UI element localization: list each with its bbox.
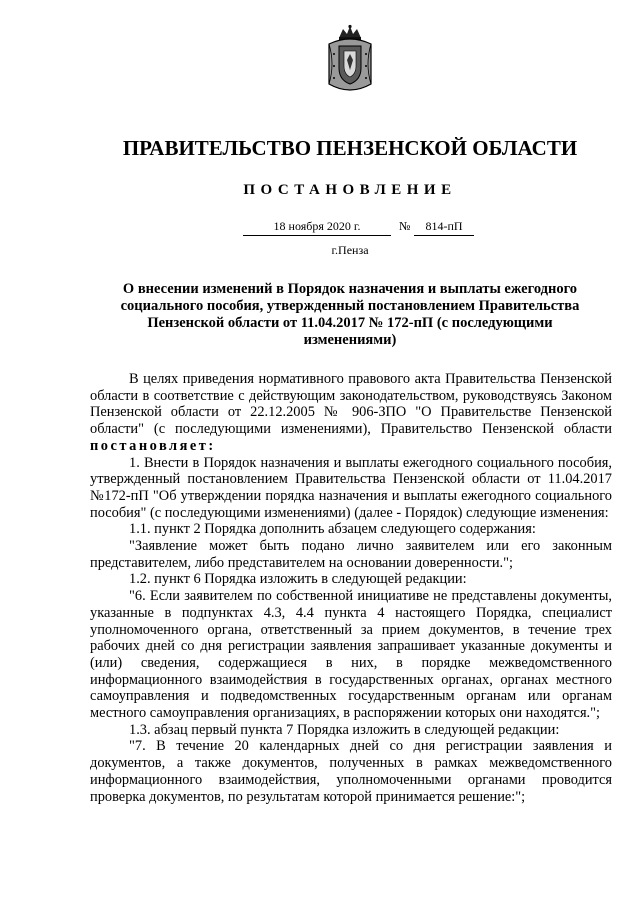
government-title: ПРАВИТЕЛЬСТВО ПЕНЗЕНСКОЙ ОБЛАСТИ — [122, 136, 578, 160]
clause-1-1: 1.1. пункт 2 Порядка дополнить абзацем следующего содержания: — [129, 521, 536, 538]
document-type: ПОСТАНОВЛЕНИЕ — [243, 182, 457, 198]
number-sign: № — [399, 219, 411, 233]
document-subject: О внесении изменений в Порядок назначения и выплаты ежегодного социального пособия, утвержденный постановлением Правительства Пензенской области от 11.04.2017 № 172-пП (с последующими изменениями) — [120, 281, 580, 348]
clause-1-3: 1.3. абзац первый пункта 7 Порядка изложить в следующей редакции: — [129, 721, 560, 738]
clause-1-3-quote: "7. В течение 20 календарных дней со дня регистрации заявления и документов, а также документов, полученных в рамках межведомственного информационного взаимодействия, уполномоченными органами проводится проверка документов, по результатам которой принимается решение:"; — [90, 738, 612, 805]
document-date: 18 ноября 2020 г. — [243, 219, 391, 236]
date-number-row — [0, 219, 640, 239]
penza-coat-of-arms-icon — [325, 24, 375, 94]
document-number: 814-пП — [414, 219, 474, 236]
intro-text: В целях приведения нормативного правового акта Правительства Пензенской области в соответствие с действующим законодательством, руководствуясь Законом Пензенской области от 22.12.2005 № 906-ЗПО "О Правительстве Пензенской области" (с последующими изменениями), Правительство Пензенской области — [90, 371, 612, 438]
document-city: г.Пенза — [331, 243, 369, 257]
resolves-word: постановляет: — [90, 437, 216, 454]
clause-1-2: 1.2. пункт 6 Порядка изложить в следующей редакции: — [129, 571, 467, 588]
intro-paragraph — [90, 371, 612, 455]
clause-1-2-quote: "6. Если заявителем по собственной инициативе не представлены документы, указанные в подпунктах 4.3, 4.4 пункта 4 настоящего Порядка, специалист уполномоченного органа, ответственный за прием документов, в течение трех рабочих дней со дня регистрации заявления запрашивает указанные документы и (или) сведения, содержащиеся в них, в порядке межведомственного информационного взаимодействия в государственных органах, органах местного самоуправления и подведомственных государственным органам или органам местного самоуправления организациях, в распоряжении которых они находятся."; — [90, 588, 612, 722]
clause-1-1-quote: "Заявление может быть подано лично заявителем или его законным представителем, либо представителем на основании доверенности."; — [90, 538, 612, 571]
document-body — [90, 371, 612, 805]
clause-1: 1. Внести в Порядок назначения и выплаты ежегодного социального пособия, утвержденный постановлением Правительства Пензенской области от 11.04.2017 №172-пП "Об утверждении порядка назначения и выплаты ежегодного социального пособия" (с последующими изменениями) (далее - Порядок) следующие изменения: — [90, 454, 612, 521]
